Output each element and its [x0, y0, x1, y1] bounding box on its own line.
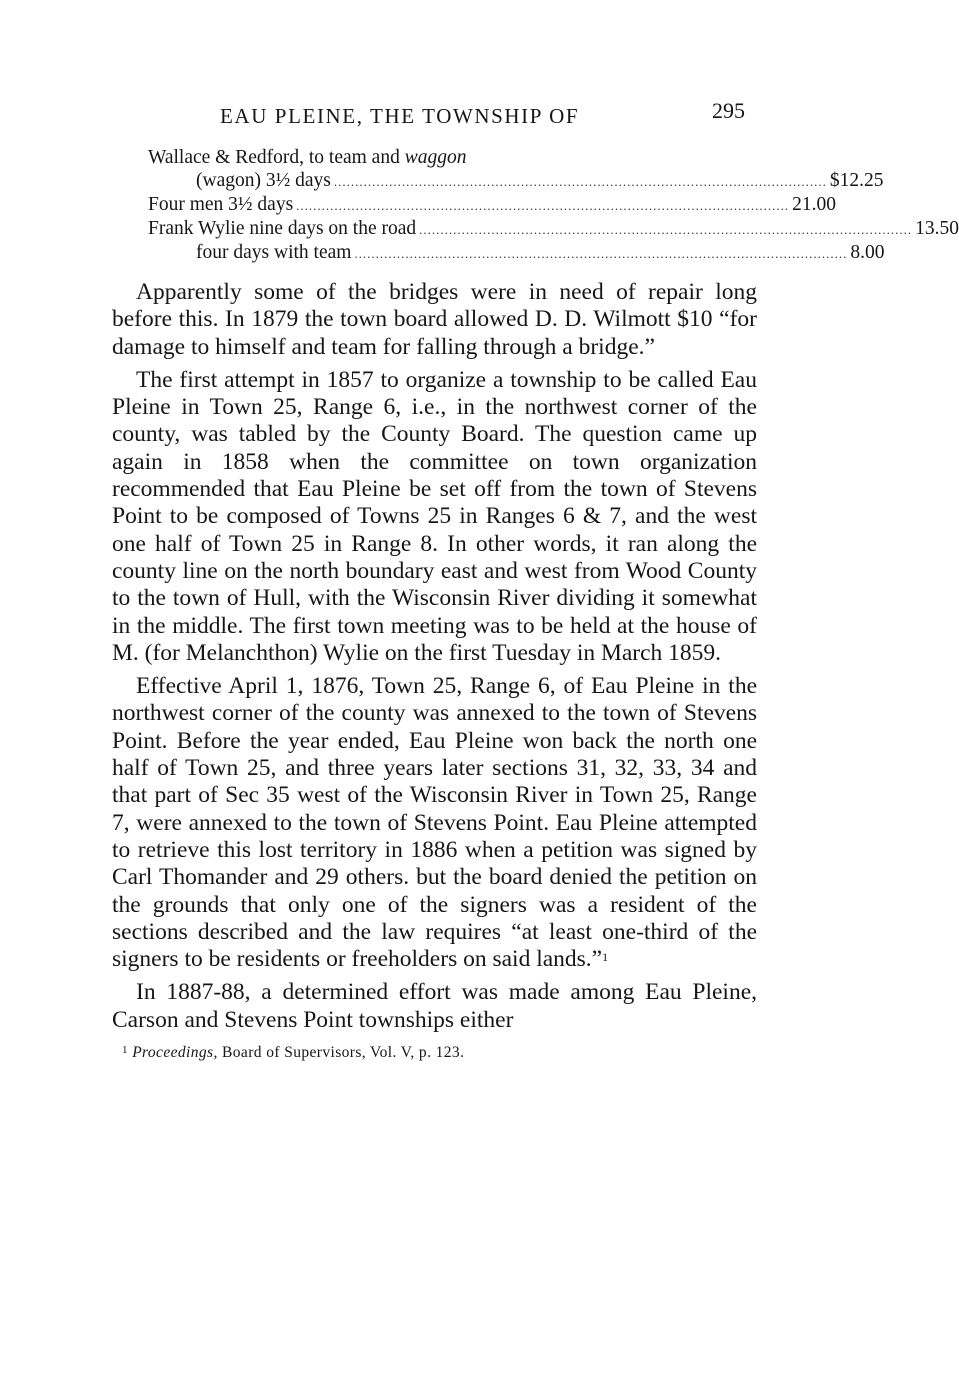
footnote-number: 1 [122, 1044, 128, 1057]
ledger-entry-amount: 13.50 [915, 218, 959, 239]
footnote-text: Board of Supervisors, Vol. V, p. 123. [222, 1044, 465, 1062]
ledger-entry-amount: 21.00 [792, 194, 837, 215]
expense-ledger [148, 146, 959, 265]
footnote-source: Proceedings, [132, 1044, 218, 1062]
running-header [112, 98, 757, 132]
ledger-entry-four-men [148, 193, 837, 217]
ledger-entry-label: Frank Wylie nine days on the road [148, 218, 417, 239]
leader-dots: .................................................................................................................... [333, 174, 827, 189]
paragraph-determined-effort: In 1887-88, a determined effort was made among Eau Pleine, Carson and Stevens Point townships either [112, 979, 757, 1033]
leader-dots: .................................................................................................................... [419, 222, 913, 237]
running-header-title: EAU PLEINE, THE TOWNSHIP OF [220, 104, 580, 128]
ledger-entry-amount: 8.00 [850, 242, 885, 263]
ledger-entry-label: Four men 3½ days [148, 194, 294, 215]
leader-dots: .................................................................................................................... [296, 198, 790, 213]
paragraph-bridges: Apparently some of the bridges were in need of repair long before this. In 1879 the town board allowed D. D. Wilmott $10 “for damage to himself and team for falling through a bridge.” [112, 279, 757, 360]
book-page [112, 98, 959, 1062]
ledger-entry-wallace-redford-cont [148, 169, 884, 193]
ledger-entry-label: (wagon) 3½ days [196, 170, 331, 191]
ledger-entry-frank-wylie [148, 217, 959, 241]
ledger-entry-label: four days with team [196, 242, 352, 263]
ledger-entry-label: Wallace & Redford, to team and [148, 147, 400, 168]
paragraph-first-attempt: The first attempt in 1857 to organize a township to be called Eau Pleine in Town 25, Range 6, i.e., in the northwest corner of the county, was tabled by the County Board. The question came up again in 1858 when the committee on town organization recommended that Eau Pleine be set off from the town of Stevens Point to be composed of Towns 25 in Ranges 6 & 7, and the west one half of Town 25 in Range 8. In other words, it ran along the county line on the north boundary east and west from Wood County to the town of Hull, with the Wisconsin River dividing it somewhat in the middle. The first town meeting was to be held at the house of M. (for Melanchthon) Wylie on the first Tuesday in March 1859. [112, 366, 757, 666]
leader-dots: .................................................................................................................... [354, 246, 848, 261]
page-number: 295 [712, 98, 745, 123]
ledger-entry-wallace-redford [148, 146, 742, 169]
paragraph-annexation-text: Effective April 1, 1876, Town 25, Range 6, of Eau Pleine in the northwest corner of the county was annexed to the town of Stevens Point. Before the year ended, Eau Pleine won back the north one half of Town 25, and three years later sections 31, 32, 33, 34 and that part of Sec 35 west of the Wisconsin River in Town 25, Range 7, were annexed to the town of Stevens Point. Eau Pleine attempted to retrieve this lost territory in 1886 when a petition was signed by Carl Thomander and 29 others. but the board denied the petition on the grounds that only one of the signers was a resident of the sections described and the law requires “at least one-third of the signers to be residents or freeholders on said lands.” [112, 673, 757, 973]
ledger-entry-team-days [148, 241, 885, 265]
ledger-entry-label-italic: waggon [404, 147, 467, 168]
paragraph-annexation [112, 673, 757, 973]
footnote-reference: 1 [602, 950, 609, 965]
ledger-entry-amount: $12.25 [829, 170, 884, 191]
footnote [122, 1044, 757, 1062]
